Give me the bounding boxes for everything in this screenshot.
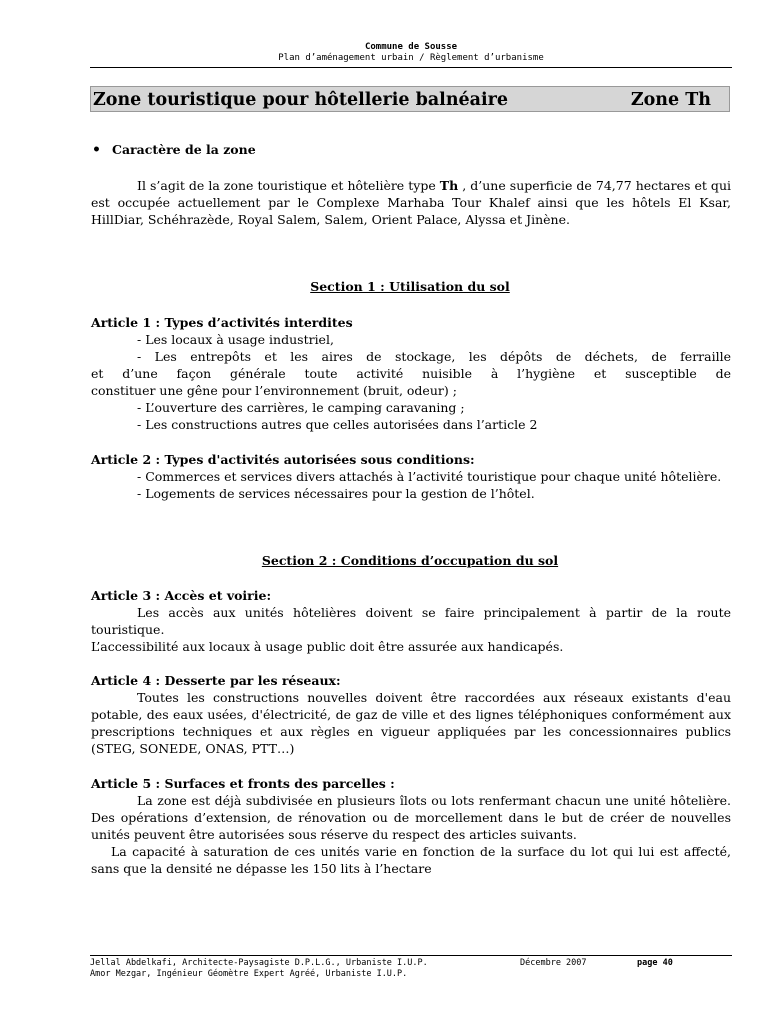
- header-divider: [90, 67, 732, 68]
- zone-character-label: Caractère de la zone: [112, 142, 256, 157]
- footer-divider: [90, 955, 732, 956]
- zone-character-heading: [92, 142, 256, 158]
- footer-page-number: page 40: [637, 958, 673, 968]
- article-5-paragraph-1: La zone est déjà subdivisée en plusieurs îlots ou lots renfermant chacun une unité hôtelière. Des opérations d’extension, de rénovation ou de morcellement dans le but de créer de nouvelles unités peuvent être autorisées sous réserve du respect des articles suivants.: [91, 793, 731, 842]
- article-3: [91, 587, 731, 655]
- article-4: [91, 672, 731, 757]
- article-5: [91, 775, 731, 877]
- article-5-title: Article 5 : Surfaces et fronts des parcelles :: [91, 776, 395, 791]
- article-3-paragraph-1: Les accès aux unités hôtelières doivent se faire principalement à partir de la route touristique.: [91, 605, 731, 637]
- intro-text-start: Il s’agit de la zone touristique et hôtelière type: [137, 178, 440, 193]
- zone-title-bar: [90, 86, 730, 112]
- intro-paragraph: [91, 177, 731, 228]
- header-document-title: Plan d’aménagement urbain / Règlement d’urbanisme: [278, 53, 544, 63]
- page-header: [90, 41, 732, 64]
- article-1-item-2-line-2: et d’une façon générale toute activité nuisible à l’hygiène et susceptible de: [91, 366, 731, 381]
- article-1-item-2-line-3: constituer une gêne pour l’environnement (bruit, odeur) ;: [91, 383, 457, 398]
- footer-author-2: Amor Mezgar, Ingénieur Géomètre Expert Agréé, Urbaniste I.U.P.: [90, 969, 408, 979]
- article-1-item-3: - L’ouverture des carrières, le camping caravaning ;: [137, 400, 465, 415]
- article-3-title: Article 3 : Accès et voirie:: [91, 588, 272, 603]
- article-2: [91, 451, 731, 502]
- zone-title: Zone touristique pour hôtellerie balnéaire: [93, 90, 509, 110]
- article-5-paragraph-2: La capacité à saturation de ces unités varie en fonction de la surface du lot qui lui est affecté, sans que la densité ne dépasse les 150 lits à l’hectare: [91, 844, 731, 876]
- section-1-title: Section 1 : Utilisation du sol: [310, 279, 510, 294]
- article-1-item-1: - Les locaux à usage industriel,: [137, 332, 334, 347]
- intro-text-end: , d’une superficie de 74,77 hectares et qui est occupée actuellement par le Complexe Marhaba Tour Khalef ainsi que les hôtels El Ksar, HillDiar, Schéhrazède, Royal Salem, Salem, Orient Palace, Alyssa et Jinène.: [91, 178, 731, 227]
- header-commune: Commune de Sousse: [364, 42, 458, 52]
- article-2-title: Article 2 : Types d'activités autorisées sous conditions:: [91, 452, 475, 467]
- article-1-item-4: - Les constructions autres que celles autorisées dans l’article 2: [137, 417, 538, 432]
- article-2-item-1: - Commerces et services divers attachés à l’activité touristique pour chaque unité hôtelière.: [137, 469, 722, 484]
- article-4-title: Article 4 : Desserte par les réseaux:: [91, 673, 341, 688]
- article-1: [91, 314, 731, 433]
- article-1-item-2-line-1: - Les entrepôts et les aires de stockage, les dépôts de déchets, de ferraille: [137, 349, 731, 364]
- article-3-paragraph-2: L’accessibilité aux locaux à usage public doit être assurée aux handicapés.: [91, 639, 564, 654]
- intro-zone-type: Th: [439, 178, 459, 193]
- bullet-icon: •: [92, 142, 101, 158]
- zone-code: Zone Th: [630, 90, 711, 110]
- article-2-item-2: - Logements de services nécessaires pour la gestion de l’hôtel.: [137, 486, 535, 501]
- page-footer: [90, 958, 732, 980]
- footer-author-1: Jellal Abdelkafi, Architecte-Paysagiste D.P.L.G., Urbaniste I.U.P.: [90, 958, 428, 968]
- article-4-paragraph-1: Toutes les constructions nouvelles doivent être raccordées aux réseaux existants d'eau potable, des eaux usées, d'électricité, de gaz de ville et des lignes téléphoniques conformément aux prescriptions techniques et aux règles en vigueur appliquées par les concessionnaires publics (STEG, SONEDE, ONAS, PTT…): [91, 690, 731, 756]
- section-2-title: Section 2 : Conditions d’occupation du sol: [261, 553, 559, 568]
- footer-date: Décembre 2007: [520, 958, 587, 968]
- article-1-title: Article 1 : Types d’activités interdites: [91, 315, 353, 330]
